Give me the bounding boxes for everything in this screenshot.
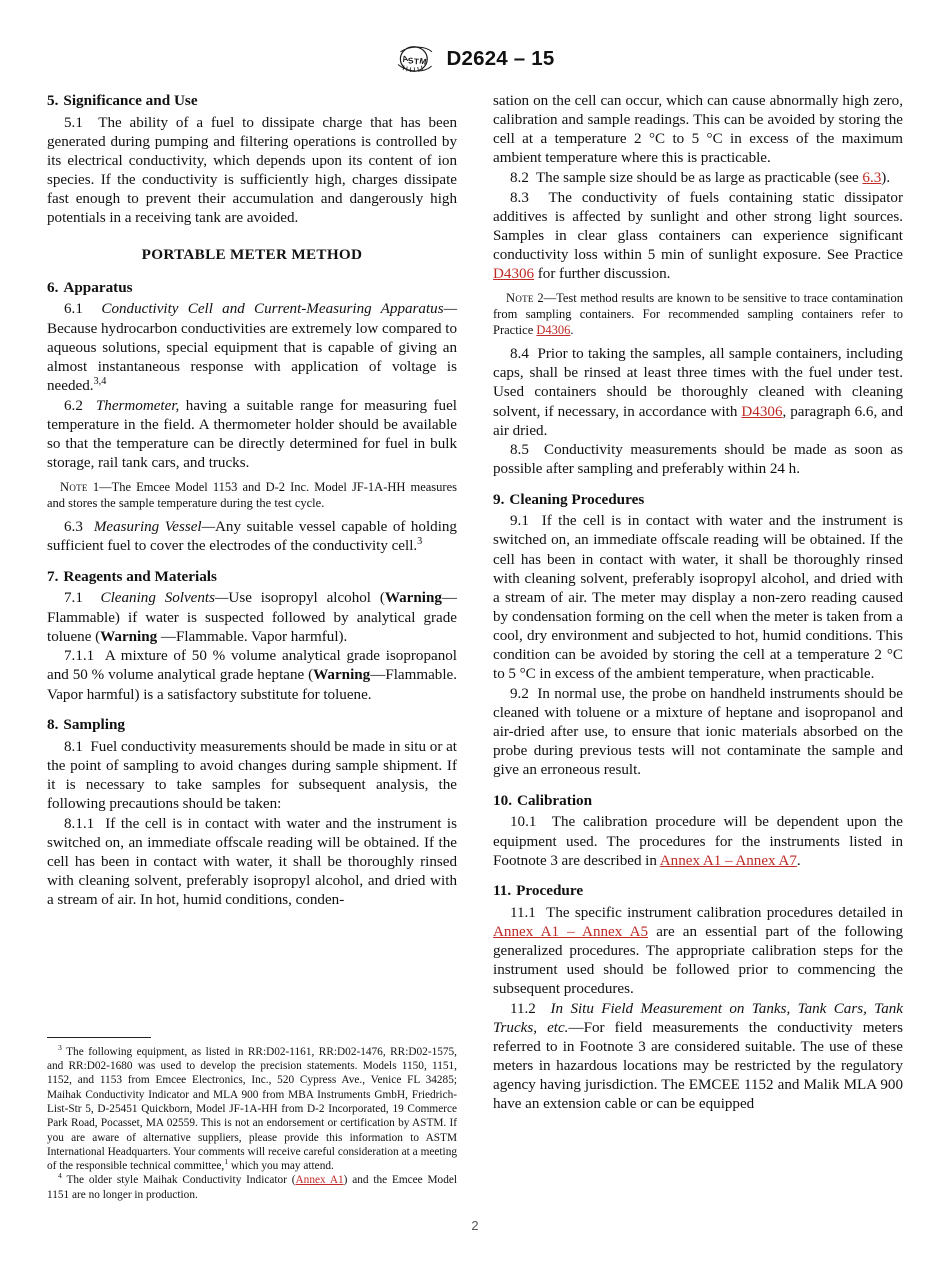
section-heading-11 bbox=[493, 882, 903, 901]
note-text: The Emcee Model 1153 and D-2 Inc. Model JF-1A-HH measures and stores the sample temperature during the test cycle. bbox=[47, 480, 457, 510]
paragraph-number: 5.1 bbox=[64, 114, 83, 131]
paragraph-text: The specific instrument calibration procedures detailed in bbox=[546, 904, 904, 921]
paragraph-text: Prior to taking the samples, all sample containers, including caps, shall be rinsed at least three times with the fuel under test. Used containers should be thoroughly cleaned with cleaning solvent, if necessary, in accordance with bbox=[493, 346, 903, 420]
section-title-11: Procedure bbox=[516, 881, 584, 899]
cross-reference-link-annex-a1[interactable]: Annex A1 bbox=[295, 1174, 344, 1187]
paragraph-text: , paragraph 6.6, and air dried. bbox=[493, 403, 903, 439]
paragraph-lead-italic: Measuring Vessel— bbox=[93, 519, 216, 536]
paragraph-text: having a suitable range for measuring fuel temperature in the field. A thermometer holder should be available so that the temperature can be directly determined for fuel in bulk storage, rail tank cars, and trucks. bbox=[47, 397, 457, 471]
section-number-11: 11. bbox=[493, 881, 512, 899]
footnote-text: ) and the Emcee Model 1151 are no longer in production. bbox=[47, 1174, 457, 1201]
section-number-8: 8. bbox=[47, 715, 59, 733]
paragraph-number: 6.1 bbox=[64, 301, 83, 318]
note-number: 1— bbox=[92, 480, 112, 495]
note-label: Note bbox=[506, 291, 534, 306]
cross-reference-link-d4306[interactable]: D4306 bbox=[493, 266, 535, 283]
footnote-reference: 3 bbox=[417, 536, 423, 548]
paragraph-text: Because hydrocarbon conductivities are extremely low compared to aqueous solutions, special equipment that is capable of giving an almost instantaneous response with application of voltage is needed. bbox=[47, 320, 457, 394]
paragraph-text: ). bbox=[881, 170, 891, 186]
footnote-4 bbox=[47, 1173, 457, 1202]
right-column bbox=[493, 92, 903, 1202]
footnote-marker: 4 bbox=[58, 1171, 62, 1181]
svg-text:A: A bbox=[401, 53, 410, 65]
section-title-5: Significance and Use bbox=[63, 92, 198, 109]
footnote-marker: 3 bbox=[58, 1043, 62, 1053]
paragraph-number: 9.2 bbox=[510, 685, 529, 702]
cross-reference-link-annex-a1-a5[interactable]: Annex A1 – Annex A5 bbox=[493, 923, 649, 940]
paragraph-6-3 bbox=[47, 518, 457, 556]
paragraph-8-1 bbox=[47, 738, 457, 815]
note-2 bbox=[493, 291, 903, 338]
paragraph-text: —Flammable. Vapor harmful). bbox=[157, 628, 348, 645]
section-heading-9 bbox=[493, 491, 903, 510]
paragraph-number: 6.2 bbox=[64, 397, 83, 414]
paragraph-number: 7.1 bbox=[64, 590, 83, 607]
footnotes-block bbox=[47, 1037, 457, 1202]
body-columns bbox=[47, 92, 903, 1202]
paragraph-8-2 bbox=[493, 169, 903, 188]
section-number-9: 9. bbox=[493, 490, 505, 508]
section-title-6: Apparatus bbox=[63, 278, 133, 296]
footnote-separator-rule bbox=[47, 1037, 151, 1038]
paragraph-lead-italic: Cleaning Solvents— bbox=[100, 590, 229, 607]
paragraph-text: Any suitable vessel capable of holding sufficient fuel to cover the electrodes of the conductivity cell. bbox=[47, 519, 457, 555]
paragraph-number: 8.5 bbox=[510, 442, 529, 459]
paragraph-continuation: sation on the cell can occur, which can cause abnormally high zero, calibration and sample readings. This can be avoided by storing the cell at a temperature 2 °C to 5 °C in excess of the maximum ambient temperature where this is practicable. bbox=[493, 93, 903, 167]
paragraph-number: 11.2 bbox=[510, 1000, 536, 1017]
footnote-reference: 3,4 bbox=[93, 375, 107, 387]
cross-reference-link-6-3[interactable]: 6.3 bbox=[862, 170, 882, 186]
svg-text:T: T bbox=[414, 57, 420, 67]
paragraph-text: The calibration procedure will be dependent upon the equipment used. The procedures for the instruments listed in Footnote 3 are described in bbox=[493, 814, 903, 869]
paragraph-10-1 bbox=[493, 813, 903, 870]
paragraph-number: 8.2 bbox=[510, 170, 529, 186]
paragraph-text: for further discussion. bbox=[534, 266, 671, 283]
paragraph-number: 7.1.1 bbox=[64, 648, 95, 665]
footnote-marker: 1 bbox=[224, 1157, 229, 1167]
paragraph-text: Use isopropyl alcohol ( bbox=[228, 590, 385, 607]
standard-designation: D2624 – 15 bbox=[446, 47, 555, 70]
paragraph-number: 8.4 bbox=[510, 346, 529, 363]
svg-text:M: M bbox=[419, 56, 428, 67]
section-heading-5 bbox=[47, 92, 457, 111]
paragraph-text: . bbox=[796, 852, 801, 869]
footnote-text: The following equipment, as listed in RR:D02-1161, RR:D02-1476, RR:D02-1575, and RR:D02-1680 was used to develop the precision statements. Models 1150, 1151, 1152, and 1153 from Emcee Electronics, Inc., 520 Cypress Ave., Venice FL 34285; Maihak Conductivity Indicator and MLA 900 from MBA Instruments GmbH, Friedrich-List-Str 5, D-25451 Quickborn, Model JF-1A-HH from D-2 Incorporated, 19 Commerce Park Road, Pocasset, MA 02559. This is not an endorsement or certification by ASTM. If you are aware of alternative suppliers, please provide this information to ASTM International Headquarters. Your comments will receive careful consideration at a meeting of the responsible technical committee, bbox=[47, 1045, 457, 1173]
cross-reference-link-annex-a1-a7[interactable]: Annex A1 – Annex A7 bbox=[659, 852, 797, 869]
footnote-text: The older style Maihak Conductivity Indicator ( bbox=[66, 1174, 296, 1187]
paragraph-text: —Flammable. Vapor harmful) is a satisfactory substitute for toluene. bbox=[47, 667, 457, 703]
paragraph-6-2 bbox=[47, 397, 457, 474]
paragraph-text: In normal use, the probe on handheld instruments should be cleaned with toluene or a mixture of heptane and isopropanol and air-dried after use, to ensure that ionic materials absorbed on the probe during previous tests will not contaminate the sample and give an erroneous result. bbox=[493, 685, 903, 779]
paragraph-8-4 bbox=[493, 345, 903, 441]
footnote-3 bbox=[47, 1045, 457, 1174]
note-number: 2— bbox=[537, 291, 557, 306]
paragraph-number: 8.1.1 bbox=[64, 815, 95, 832]
paragraph-text: The conductivity of fuels containing static dissipator additives is affected by sunlight and other strong light sources. Samples in clear glass containers can experience significant conductivity loss within 5 min of sunlight exposure. See Practice bbox=[493, 189, 904, 263]
warning-label: Warning bbox=[313, 667, 371, 684]
paragraph-text: Conductivity measurements should be made as soon as possible after sampling and preferably within 24 h. bbox=[493, 442, 903, 478]
note-label: Note bbox=[60, 480, 88, 495]
paragraph-number: 6.3 bbox=[64, 519, 83, 536]
paragraph-7-1 bbox=[47, 589, 457, 646]
section-number-6: 6. bbox=[47, 278, 59, 296]
paragraph-text: The ability of a fuel to dissipate charge that has been generated during pumping and filtering operations is controlled by its electrical conductivity, which depends upon its content of ion species. If the conductivity is sufficiently high, charges dissipate fast enough to prevent their accumulation and dangerously high potentials in a receiving tank are avoided. bbox=[47, 114, 457, 227]
part-title: PORTABLE METER METHOD bbox=[141, 245, 363, 263]
paragraph-text: If the cell is in contact with water and the instrument is switched on, an immediate offscale reading will be obtained. If the cell has been in contact with water, it shall be thoroughly rinsed with cleaning solvent, preferably isopropyl alcohol, and dried with a stream of air. The meter may display a non-zero reading caused by condensation forming on the cell when the meter is taken from a cool, dry environment and subjected to hot, humid conditions. This condition can be avoided by storing the cell at a temperature 2 °C to 5 °C in excess of the ambient temperature, when practicable. bbox=[493, 513, 903, 683]
paragraph-8-5 bbox=[493, 441, 903, 479]
paragraph-9-1 bbox=[493, 512, 903, 684]
note-1 bbox=[47, 480, 457, 511]
cross-reference-link-d4306[interactable]: D4306 bbox=[741, 403, 783, 420]
paragraph-8-1-1 bbox=[47, 815, 457, 911]
section-title-7: Reagents and Materials bbox=[63, 567, 217, 585]
paragraph-9-2 bbox=[493, 685, 903, 781]
section-number-7: 7. bbox=[47, 567, 59, 585]
paragraph-lead-italic: Thermometer, bbox=[95, 397, 180, 414]
paragraph-number: 8.1 bbox=[64, 738, 83, 755]
note-text: Test method results are known to be sensitive to trace contamination from sampling containers. For recommended sampling containers refer to Practice bbox=[493, 291, 903, 337]
paragraph-text: A mixture of 50 % volume analytical grade isopropanol and 50 % volume analytical grade heptane ( bbox=[47, 648, 457, 684]
paragraph-text: Fuel conductivity measurements should be made in situ or at the point of sampling to avoid changes during sample shipment. If it is necessary to take samples for subsequent analysis, the following precautions should be taken: bbox=[47, 738, 457, 812]
paragraph-lead-italic: Conductivity Cell and Current-Measuring Apparatus— bbox=[101, 301, 457, 318]
paragraph-lead-italic: In Situ Field Measurement on Tanks, Tank Cars, Tank Trucks, etc. bbox=[493, 1000, 903, 1036]
warning-label: Warning bbox=[384, 590, 442, 607]
paragraph-8-3 bbox=[493, 189, 903, 285]
section-title-9: Cleaning Procedures bbox=[509, 490, 645, 508]
paragraph-11-1 bbox=[493, 904, 903, 1000]
paragraph-text: are an essential part of the following generalized procedures. The appropriate calibration steps for the instrument used should be followed prior to commencing the subsequent procedures. bbox=[493, 923, 903, 998]
paragraph-number: 10.1 bbox=[510, 814, 537, 831]
section-heading-8 bbox=[47, 716, 457, 735]
left-column bbox=[47, 92, 457, 1202]
warning-label: Warning bbox=[100, 628, 158, 645]
paragraph-6-1 bbox=[47, 300, 457, 396]
footnote-text: which you may attend. bbox=[228, 1160, 334, 1173]
section-number-5: 5. bbox=[47, 92, 59, 109]
page-header bbox=[0, 44, 950, 74]
paragraph-number: 11.1 bbox=[510, 904, 536, 921]
cross-reference-link-d4306[interactable]: D4306 bbox=[536, 322, 571, 337]
note-text: . bbox=[570, 322, 574, 337]
paragraph-number: 8.3 bbox=[510, 189, 529, 206]
paragraph-text: If the cell is in contact with water and the instrument is switched on, an immediate offscale reading will be obtained. If the cell has been in contact with water, it shall be thoroughly rinsed with cleaning solvent, preferably isopropyl alcohol, and dried with a stream of air. In hot, humid conditions, conden- bbox=[47, 815, 457, 908]
paragraph-number: 9.1 bbox=[510, 513, 529, 530]
astm-logo-icon bbox=[395, 44, 435, 74]
paragraph-11-2 bbox=[493, 1000, 903, 1115]
svg-text:S: S bbox=[408, 56, 415, 66]
paragraph-text: —Flammable) if water is suspected followed by analytical grade toluene ( bbox=[47, 590, 457, 645]
paragraph-text: —For field measurements the conductivity meters referred to in Footnote 3 are considered suitable. The use of these meters in hazardous locations may be restricted by the regulatory agency having jurisdiction. The EMCEE 1152 and Malik MLA 900 have an extension cable or can be equipped bbox=[493, 1019, 903, 1113]
section-heading-6 bbox=[47, 279, 457, 298]
paragraph-7-1-1 bbox=[47, 647, 457, 704]
section-title-8: Sampling bbox=[63, 715, 126, 733]
section-heading-7 bbox=[47, 568, 457, 587]
paragraph-5-1 bbox=[47, 114, 457, 229]
section-title-10: Calibration bbox=[516, 791, 593, 809]
page-number: 2 bbox=[471, 1218, 479, 1233]
section-number-10: 10. bbox=[493, 791, 512, 809]
paragraph-text: The sample size should be as large as practicable (see bbox=[535, 170, 863, 186]
section-heading-10 bbox=[493, 792, 903, 811]
